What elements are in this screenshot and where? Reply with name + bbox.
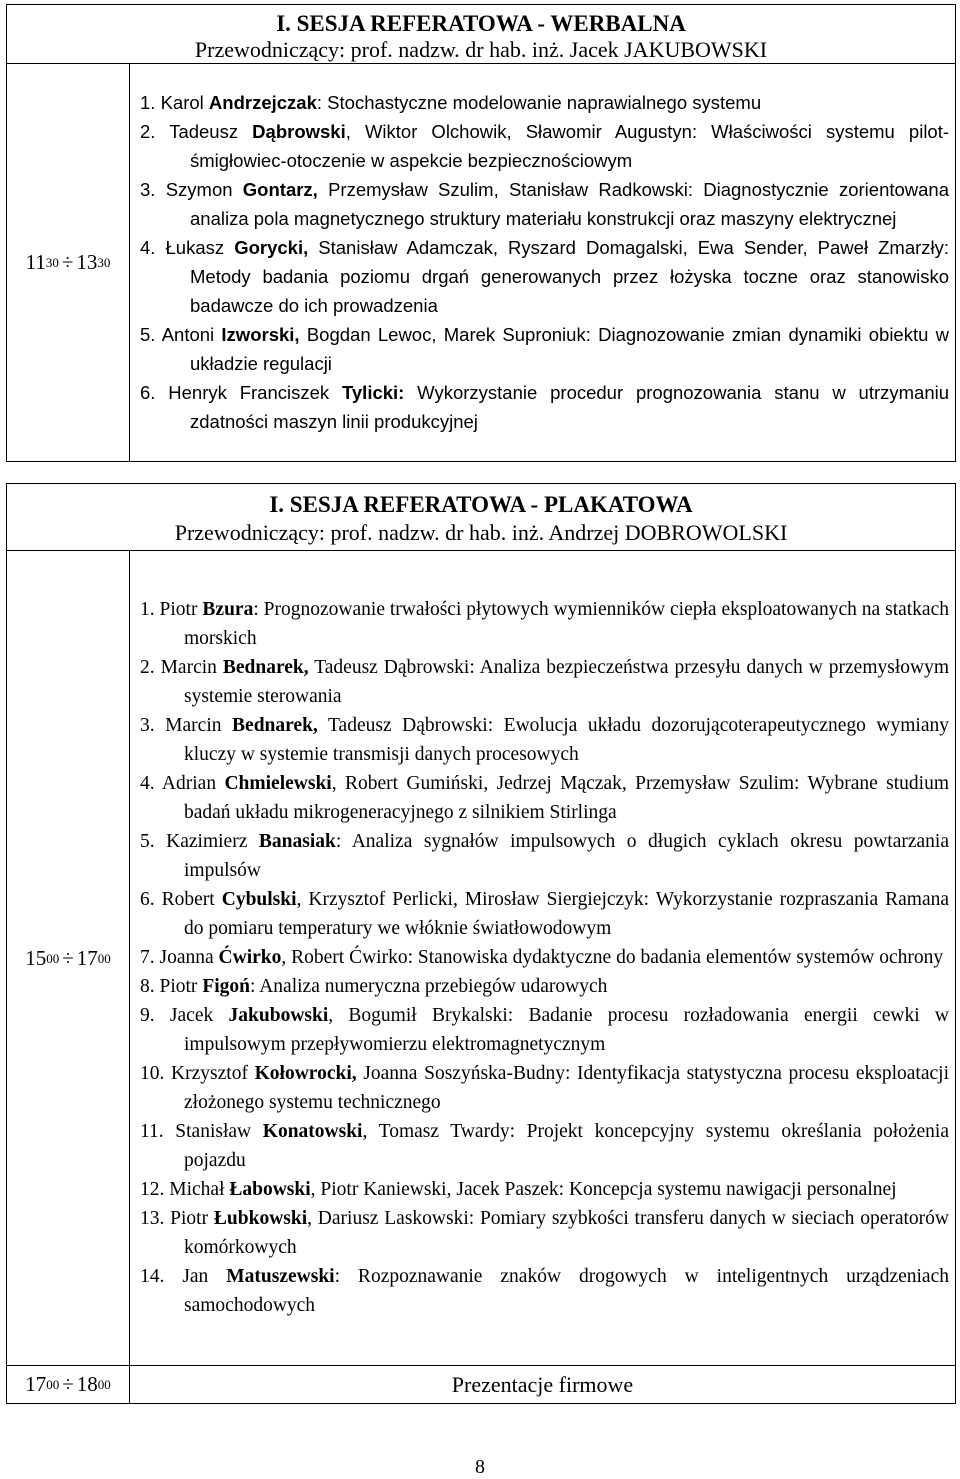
item-number: 6. bbox=[140, 888, 155, 910]
item-title: Wykorzystanie procedur prognozowania stanu w utrzymaniu zdatności maszyn linii produkcyjnej bbox=[190, 381, 950, 432]
item-author-surname: Łabowski bbox=[229, 1178, 311, 1200]
session2-time: $15^{00} \div 17^{00}$ bbox=[7, 551, 130, 1366]
session2-chair: Przewodniczący: prof. nadzw. dr hab. inż. Andrzej DOBROWOLSKI bbox=[174, 520, 788, 545]
list-item bbox=[140, 233, 949, 320]
list-item bbox=[140, 1204, 949, 1262]
item-title: Tadeusz Dąbrowski: Ewolucja układu dozorującoterapeutycznego wymiany kluczy w systemie transmisji danych procesowych bbox=[184, 714, 949, 765]
item-title: , Bogumił Brykalski: Badanie procesu rozładowania energii cewki w impulsowym przepływomierzu elektromagnetycznym bbox=[184, 1004, 949, 1055]
item-author-first: Joanna bbox=[159, 946, 214, 968]
item-author-first: Karol bbox=[160, 91, 204, 113]
item-number: 9. bbox=[140, 1004, 155, 1026]
item-author-surname: Andrzejczak bbox=[208, 91, 317, 113]
item-author-surname: Bednarek, bbox=[232, 714, 318, 736]
item-author-surname: Gontarz, bbox=[242, 178, 318, 200]
list-item bbox=[140, 1059, 949, 1117]
item-number: 10. bbox=[140, 1062, 165, 1084]
item-author-first: Piotr bbox=[159, 975, 198, 997]
item-title: , Krzysztof Perlicki, Mirosław Siergiejczyk: Wykorzystanie rozpraszania Ramana do pomiaru temperatury we włóknie światłowodowym bbox=[184, 888, 950, 939]
item-title: , Tomasz Twardy: Projekt koncepcyjny systemu określania położenia pojazdu bbox=[184, 1120, 949, 1171]
item-number: 4. bbox=[140, 772, 155, 794]
item-number: 5. bbox=[140, 830, 155, 852]
item-number: 12. bbox=[140, 1178, 165, 1200]
item-number: 2. bbox=[140, 656, 155, 678]
session2-table bbox=[6, 483, 956, 1404]
item-number: 3. bbox=[140, 714, 155, 736]
item-author-first: Szymon bbox=[165, 178, 233, 200]
session2-title: I. SESJA REFERATOWA - PLAKATOWA bbox=[269, 492, 693, 517]
item-author-first: Jacek bbox=[169, 1004, 214, 1026]
session1-title: I. SESJA REFERATOWA - WERBALNA bbox=[276, 11, 686, 36]
list-item bbox=[140, 1262, 949, 1320]
item-author-surname: Łubkowski bbox=[213, 1207, 308, 1229]
item-title: : Rozpoznawanie znaków drogowych w inteligentnych urządzeniach samochodowych bbox=[184, 1265, 949, 1316]
item-number: 3. bbox=[140, 178, 156, 200]
session1-header bbox=[7, 5, 956, 64]
item-author-surname: Jakubowski bbox=[228, 1004, 329, 1026]
item-author-first: Piotr bbox=[170, 1207, 209, 1229]
session1-items bbox=[130, 64, 956, 462]
list-item bbox=[140, 1175, 949, 1204]
session2-items bbox=[130, 551, 956, 1366]
list-item bbox=[140, 88, 949, 117]
item-title: Joanna Soszyńska-Budny: Identyfikacja statystyczna procesu eksploatacji złożonego systemu technicznego bbox=[184, 1062, 949, 1113]
item-author-first: Henryk Franciszek bbox=[168, 381, 330, 403]
list-item bbox=[140, 117, 949, 175]
page-number: 8 bbox=[475, 1456, 485, 1478]
item-number: 14. bbox=[140, 1265, 165, 1287]
item-author-surname: Matuszewski bbox=[226, 1265, 335, 1287]
list-item bbox=[140, 378, 949, 436]
item-author-surname: Bzura bbox=[202, 598, 254, 620]
item-title: Przemysław Szulim, Stanisław Radkowski: Diagnostycznie zorientowana analiza pola magnetycznego struktury materiału konstrukcji oraz maszyny elektrycznej bbox=[190, 178, 950, 229]
list-item bbox=[140, 320, 949, 378]
item-author-first: Krzysztof bbox=[171, 1062, 255, 1084]
session1-chair: Przewodniczący: prof. nadzw. dr hab. inż. Jacek JAKUBOWSKI bbox=[194, 37, 768, 62]
list-item bbox=[140, 769, 949, 827]
item-number: 1. bbox=[140, 598, 155, 620]
item-author-first: Stanisław bbox=[175, 1120, 252, 1142]
list-item bbox=[140, 653, 949, 711]
item-author-surname: Cybulski bbox=[221, 888, 297, 910]
item-number: 13. bbox=[140, 1207, 165, 1229]
list-item bbox=[140, 1001, 949, 1059]
item-author-first: Antoni bbox=[161, 323, 215, 345]
item-title: , Robert Gumiński, Jedrzej Mączak, Przemysław Szulim: Wybrane studium badań układu mikrogeneracyjnego z silnikiem Stirlinga bbox=[184, 772, 949, 823]
item-title: : Stochastyczne modelowanie naprawialnego systemu bbox=[316, 91, 762, 113]
item-number: 7. bbox=[140, 946, 155, 968]
firm-time: $17^{00} \div 18^{00}$ bbox=[7, 1366, 130, 1404]
item-title: Bogdan Lewoc, Marek Suproniuk: Diagnozowanie zmian dynamiki obiektu w układzie regulacji bbox=[190, 323, 950, 374]
item-number: 6. bbox=[140, 381, 156, 403]
item-title: : Analiza numeryczna przebiegów udarowych bbox=[250, 975, 608, 997]
item-number: 5. bbox=[140, 323, 156, 345]
item-number: 4. bbox=[140, 236, 156, 258]
list-item bbox=[140, 827, 949, 885]
item-author-surname: Konatowski bbox=[262, 1120, 363, 1142]
item-author-surname: Tylicki: bbox=[341, 381, 405, 403]
item-title: Tadeusz Dąbrowski: Analiza bezpieczeństwa przesyłu danych w przemysłowym systemie sterowania bbox=[184, 656, 950, 707]
item-author-first: Marcin bbox=[165, 714, 222, 736]
list-item bbox=[140, 711, 949, 769]
session1-time: $11^{30} \div 13^{30}$ bbox=[7, 64, 130, 462]
item-title: , Wiktor Olchowik, Sławomir Augustyn: Właściwości systemu pilot-śmigłowiec-otoczenie w aspekcie bezpiecznościowym bbox=[190, 120, 950, 171]
firm-presentations: Prezentacje firmowe bbox=[130, 1366, 956, 1404]
item-number: 11. bbox=[140, 1120, 164, 1142]
item-title: , Dariusz Laskowski: Pomiary szybkości transferu danych w sieciach operatorów komórkowych bbox=[184, 1207, 949, 1258]
list-item bbox=[140, 885, 949, 943]
item-author-first: Michał bbox=[169, 1178, 225, 1200]
item-author-surname: Izworski, bbox=[221, 323, 300, 345]
item-number: 8. bbox=[140, 975, 155, 997]
list-item bbox=[140, 175, 949, 233]
item-author-first: Adrian bbox=[161, 772, 217, 794]
item-author-first: Jan bbox=[182, 1265, 209, 1287]
list-item bbox=[140, 972, 949, 1001]
item-title: : Prognozowanie trwałości płytowych wymienników ciepła eksploatowanych na statkach morskich bbox=[184, 598, 949, 649]
session1-table bbox=[6, 4, 956, 462]
session2-header bbox=[7, 484, 956, 551]
item-author-first: Kazimierz bbox=[166, 830, 248, 852]
item-author-surname: Chmielewski bbox=[224, 772, 332, 794]
item-author-surname: Bednarek, bbox=[222, 656, 309, 678]
list-item bbox=[140, 1117, 949, 1175]
list-item bbox=[140, 595, 949, 653]
item-title: , Robert Ćwirko: Stanowiska dydaktyczne do badania elementów systemów ochrony bbox=[281, 946, 944, 968]
item-author-surname: Figoń bbox=[202, 975, 250, 997]
item-author-surname: Kołowrocki, bbox=[254, 1062, 357, 1084]
item-number: 2. bbox=[140, 120, 156, 142]
item-author-first: Robert bbox=[161, 888, 215, 910]
list-item bbox=[140, 943, 949, 972]
item-title: Stanisław Adamczak, Ryszard Domagalski, Ewa Sender, Paweł Zmarzły: Metody badania poziomu drgań generowanych przez łożyska toczne oraz stanowisko badawcze do ich prowadzenia bbox=[190, 236, 950, 316]
item-author-surname: Dąbrowski bbox=[252, 120, 346, 142]
item-number: 1. bbox=[140, 91, 156, 113]
item-author-surname: Gorycki, bbox=[234, 236, 309, 258]
item-author-first: Tadeusz bbox=[169, 120, 239, 142]
item-author-surname: Banasiak bbox=[258, 830, 336, 852]
item-title: : Analiza sygnałów impulsowych o długich cyklach okresu powtarzania impulsów bbox=[184, 830, 949, 881]
item-author-first: Piotr bbox=[159, 598, 198, 620]
item-author-surname: Ćwirko bbox=[218, 946, 282, 968]
item-author-first: Marcin bbox=[160, 656, 217, 678]
item-title: , Piotr Kaniewski, Jacek Paszek: Koncepcja systemu nawigacji personalnej bbox=[310, 1178, 897, 1200]
item-author-first: Łukasz bbox=[165, 236, 225, 258]
